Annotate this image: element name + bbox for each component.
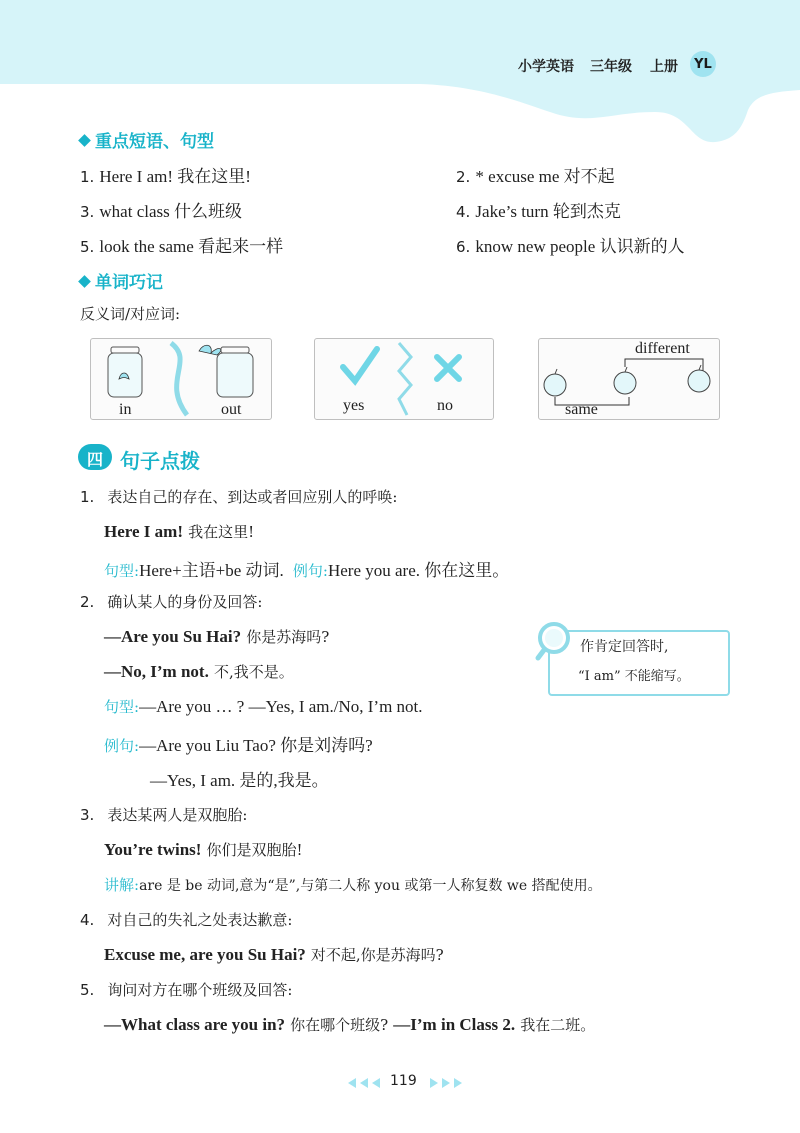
example-cn: 对不起,你是苏海吗? [310, 946, 444, 964]
sentence-num: 2. [80, 593, 95, 611]
sentence-intro: 询问对方在哪个班级及回答: [107, 981, 293, 999]
cross-icon [433, 353, 463, 383]
phrase-text: what class 什么班级 [99, 202, 242, 221]
picture-yes-no [314, 338, 494, 420]
check-icon [337, 345, 381, 389]
sentence-num: 4. [80, 911, 95, 929]
tip-line-2: “I am” 不能缩写。 [578, 669, 690, 684]
eg-label: 例句: [104, 737, 140, 755]
label-in: in [119, 401, 132, 418]
magnifier-icon [532, 618, 576, 662]
phrase-item [80, 162, 251, 187]
sentence-3-note [104, 874, 602, 895]
vocab-subtitle: 反义词/对应词: [80, 305, 181, 323]
example-en: Excuse me, are you Su Hai? [104, 945, 306, 964]
page-arrows-left-icon [346, 1077, 386, 1089]
phrase-item [80, 197, 242, 222]
example-cn: 你是苏海吗? [246, 628, 330, 646]
eg-text: Here you are. 你在这里。 [327, 561, 510, 580]
label-yes: yes [343, 397, 365, 414]
phrase-num: 4. [456, 203, 471, 221]
label-same: same [565, 401, 598, 418]
example-en: —No, I’m not. [104, 662, 209, 681]
sentence-2-eg2: —Yes, I am. 是的,我是。 [150, 771, 329, 790]
section-four-title: 句子点拨 [120, 449, 200, 473]
page-number: 119 [390, 1073, 417, 1089]
section-four-badge-text: 四 [87, 450, 104, 469]
sentence-3-intro [80, 804, 247, 825]
sentence-intro: 表达自己的存在、到达或者回应别人的呼唤: [107, 488, 398, 506]
example-cn: 你们是双胞胎! [206, 841, 303, 859]
header-grade: 三年级 [590, 59, 632, 75]
sentence-2-pattern [104, 696, 423, 717]
example-en: You’re twins! [104, 840, 202, 859]
sentence-intro: 对自己的失礼之处表达歉意: [107, 911, 293, 929]
sentence-4-intro [80, 909, 292, 930]
page-arrows-right-icon [424, 1077, 464, 1089]
picture-in-out [90, 338, 272, 420]
sentence-1-pattern [104, 556, 509, 581]
example-cn: 你在哪个班级? [290, 1016, 389, 1034]
example-cn: 我在这里! [188, 523, 255, 541]
eg-text: —Are you Liu Tao? 你是刘涛吗? [139, 736, 373, 755]
phrases-title [80, 127, 214, 152]
jar-butterfly-icon [191, 339, 261, 399]
sentence-3-example [104, 839, 303, 860]
sentence-intro: 确认某人的身份及回答: [107, 593, 263, 611]
diamond-icon [78, 134, 91, 147]
label-no: no [437, 397, 453, 414]
diamond-icon [78, 275, 91, 288]
pattern-text: —Are you … ? —Yes, I am./No, I’m not. [139, 697, 423, 716]
sentence-1-example [104, 521, 254, 542]
header-book: 小学英语 [518, 59, 574, 75]
zigzag-divider [393, 341, 417, 417]
picture-different-same [538, 338, 720, 420]
header-badge: YL [690, 51, 716, 77]
vocab-title [80, 268, 163, 293]
eg-label: 例句: [292, 562, 328, 580]
example-en: —I’m in Class 2. [393, 1015, 516, 1034]
phrase-text: * excuse me 对不起 [475, 167, 615, 186]
jar-icon [105, 345, 145, 399]
phrase-num: 5. [80, 238, 95, 256]
phrase-text: Here I am! 我在这里! [99, 167, 251, 186]
sentence-5-example [104, 1014, 595, 1035]
tip-line-1: 作肯定回答时, [580, 639, 669, 655]
phrase-item [456, 162, 615, 187]
sentence-2-question [104, 626, 329, 647]
sentence-1-intro [80, 486, 397, 507]
sentence-2-intro [80, 591, 262, 612]
phrase-item [456, 232, 685, 257]
sentence-4-example [104, 944, 444, 965]
example-en: —What class are you in? [104, 1015, 286, 1034]
pattern-label: 句型: [104, 562, 140, 580]
example-cn: 不,我不是。 [213, 663, 294, 681]
example-en: Here I am! [104, 522, 183, 541]
phrase-num: 2. [456, 168, 471, 186]
phrase-num: 1. [80, 168, 95, 186]
sentence-2-answer [104, 661, 294, 682]
phrase-item [80, 232, 283, 257]
phrase-num: 3. [80, 203, 95, 221]
note-text: are 是 be 动词,意为“是”,与第二人称 you 或第一人称复数 we 搭配使用。 [139, 878, 602, 894]
sentence-num: 5. [80, 981, 95, 999]
sentence-intro: 表达某两人是双胞胎: [107, 806, 248, 824]
example-en: —Are you Su Hai? [104, 627, 242, 646]
sentence-5-intro [80, 979, 292, 1000]
header-volume: 上册 [650, 59, 678, 75]
pattern-text: Here+主语+be 动词. [139, 561, 284, 580]
label-different: different [635, 340, 690, 357]
vocab-title-text: 单词巧记 [95, 273, 163, 293]
pattern-label: 句型: [104, 698, 140, 716]
label-out: out [221, 401, 242, 418]
note-label: 讲解: [104, 876, 140, 894]
example-cn: 我在二班。 [520, 1016, 596, 1034]
sentence-num: 1. [80, 488, 95, 506]
phrases-title-text: 重点短语、句型 [95, 132, 214, 152]
phrase-text: look the same 看起来一样 [99, 237, 284, 256]
phrase-num: 6. [456, 238, 471, 256]
phrase-text: know new people 认识新的人 [475, 237, 685, 256]
phrase-item [456, 197, 621, 222]
phrase-text: Jake’s turn 轮到杰克 [475, 202, 621, 221]
sentence-2-eg1 [104, 731, 373, 756]
sentence-num: 3. [80, 806, 95, 824]
